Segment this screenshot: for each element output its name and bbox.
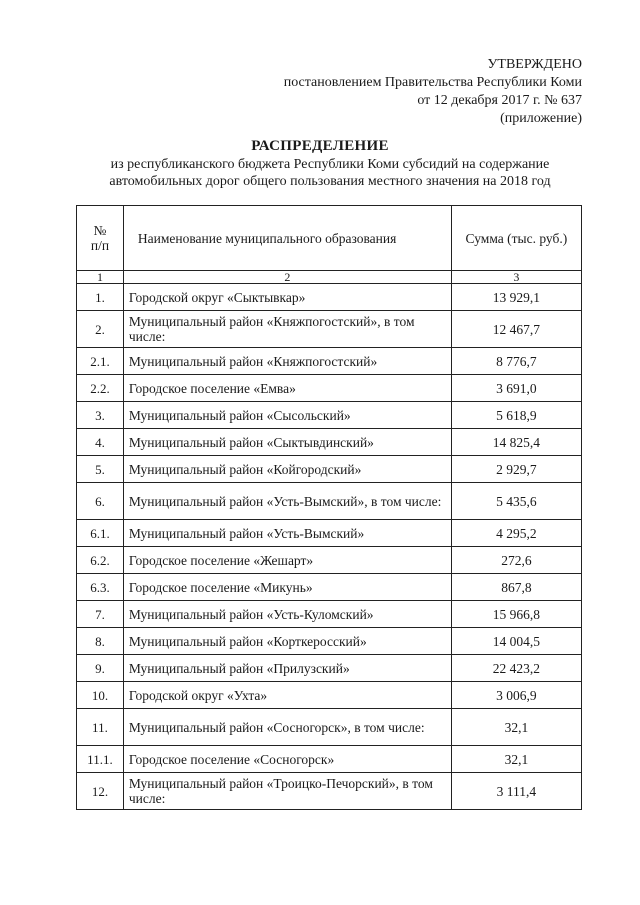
column-number: 2	[123, 271, 451, 284]
row-sum: 32,1	[451, 709, 581, 746]
row-sum: 14 004,5	[451, 628, 581, 655]
row-name: Муниципальный район «Прилузский»	[123, 655, 451, 682]
table-row	[77, 547, 582, 574]
subtitle-line-2: автомобильных дорог общего пользования местного значения на 2018 год	[109, 174, 551, 189]
row-num: 6.3.	[77, 574, 124, 601]
row-num: 11.1.	[77, 746, 124, 773]
header-name: Наименование муниципального образования	[123, 206, 451, 271]
row-num: 8.	[77, 628, 124, 655]
table-row	[77, 456, 582, 483]
row-name: Городское поселение «Жешарт»	[123, 547, 451, 574]
row-name: Муниципальный район «Сосногорск», в том числе:	[123, 709, 451, 746]
row-name: Городской округ «Ухта»	[123, 682, 451, 709]
row-num: 5.	[77, 456, 124, 483]
row-name: Городской округ «Сыктывкар»	[123, 284, 451, 311]
row-sum: 3 006,9	[451, 682, 581, 709]
row-sum: 272,6	[451, 547, 581, 574]
table-row	[77, 574, 582, 601]
approval-line-4: (приложение)	[500, 111, 582, 126]
table-row	[77, 402, 582, 429]
row-sum: 22 423,2	[451, 655, 581, 682]
header-num-line-1: №	[93, 223, 107, 238]
column-number: 1	[77, 271, 124, 284]
row-name: Муниципальный район «Княжпогостский»	[123, 348, 451, 375]
table-row	[77, 773, 582, 810]
table-row	[77, 348, 582, 375]
row-num: 2.	[77, 311, 124, 348]
table-row	[77, 375, 582, 402]
row-num: 10.	[77, 682, 124, 709]
row-num: 6.2.	[77, 547, 124, 574]
row-name: Муниципальный район «Сыктывдинский»	[123, 429, 451, 456]
row-num: 7.	[77, 601, 124, 628]
document-title: РАСПРЕДЕЛЕНИЕ	[251, 138, 389, 154]
distribution-table	[76, 205, 582, 810]
table-row	[77, 709, 582, 746]
row-name: Городское поселение «Сосногорск»	[123, 746, 451, 773]
row-name: Муниципальный район «Сысольский»	[123, 402, 451, 429]
row-num: 12.	[77, 773, 124, 810]
row-name: Муниципальный район «Усть-Вымский», в том числе:	[123, 483, 451, 520]
row-sum: 3 691,0	[451, 375, 581, 402]
row-num: 1.	[77, 284, 124, 311]
table-row	[77, 429, 582, 456]
row-sum: 13 929,1	[451, 284, 581, 311]
row-num: 4.	[77, 429, 124, 456]
table-row	[77, 746, 582, 773]
row-num: 9.	[77, 655, 124, 682]
subtitle-line-1: из республиканского бюджета Республики Коми субсидий на содержание	[110, 157, 550, 172]
header-num	[77, 206, 124, 271]
row-name: Муниципальный район «Княжпогостский», в том числе:	[123, 311, 451, 348]
row-sum: 12 467,7	[451, 311, 581, 348]
table-header-row	[77, 206, 582, 271]
row-name: Муниципальный район «Усть-Куломский»	[123, 601, 451, 628]
row-name: Городское поселение «Емва»	[123, 375, 451, 402]
row-num: 11.	[77, 709, 124, 746]
column-number: 3	[451, 271, 581, 284]
row-name: Муниципальный район «Койгородский»	[123, 456, 451, 483]
row-sum: 867,8	[451, 574, 581, 601]
approval-line-3: от 12 декабря 2017 г. № 637	[417, 93, 582, 108]
row-sum: 8 776,7	[451, 348, 581, 375]
table-row	[77, 311, 582, 348]
row-sum: 3 111,4	[451, 773, 581, 810]
row-num: 2.1.	[77, 348, 124, 375]
row-sum: 2 929,7	[451, 456, 581, 483]
row-num: 3.	[77, 402, 124, 429]
row-num: 6.1.	[77, 520, 124, 547]
row-sum: 14 825,4	[451, 429, 581, 456]
row-num: 6.	[77, 483, 124, 520]
row-name: Муниципальный район «Троицко-Печорский», в том числе:	[123, 773, 451, 810]
approval-line-1: УТВЕРЖДЕНО	[487, 57, 582, 72]
table-row	[77, 682, 582, 709]
table-row	[77, 601, 582, 628]
row-name: Муниципальный район «Усть-Вымский»	[123, 520, 451, 547]
approval-line-2: постановлением Правительства Республики Коми	[283, 75, 582, 90]
header-sum: Сумма (тыс. руб.)	[451, 206, 581, 271]
table-row	[77, 655, 582, 682]
table-row	[77, 284, 582, 311]
column-number-row	[77, 271, 582, 284]
table-row	[77, 520, 582, 547]
table-row	[77, 628, 582, 655]
row-sum: 5 435,6	[451, 483, 581, 520]
row-num: 2.2.	[77, 375, 124, 402]
row-name: Муниципальный район «Корткеросский»	[123, 628, 451, 655]
row-sum: 4 295,2	[451, 520, 581, 547]
row-name: Городское поселение «Микунь»	[123, 574, 451, 601]
row-sum: 5 618,9	[451, 402, 581, 429]
document-subtitle	[70, 156, 590, 190]
row-sum: 32,1	[451, 746, 581, 773]
row-sum: 15 966,8	[451, 601, 581, 628]
header-num-line-2: п/п	[90, 238, 110, 253]
approval-stamp	[222, 56, 582, 128]
table-row	[77, 483, 582, 520]
